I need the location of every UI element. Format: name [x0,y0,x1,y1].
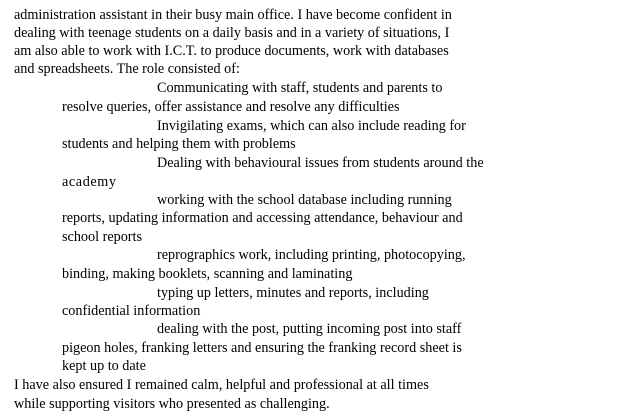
duty-first-line: reprographics work, including printing, photocopying, [157,247,466,263]
intro-line: am also able to work with I.C.T. to produce documents, work with databases [14,43,449,59]
duty-continuation-line: confidential information [62,303,201,319]
intro-line: dealing with teenage students on a daily basis and in a variety of situations, I [14,25,450,41]
duty-first-line: dealing with the post, putting incoming post into staff [157,321,462,337]
duty-first-line: Invigilating exams, which can also include reading for [157,118,466,134]
closing-line: while supporting visitors who presented as challenging. [14,396,330,412]
duty-first-line: typing up letters, minutes and reports, including [157,285,429,301]
duty-continuation-line: students and helping them with problems [62,136,296,152]
intro-line: administration assistant in their busy main office. I have become confident in [14,7,452,23]
duty-continuation-line: binding, making booklets, scanning and laminating [62,266,353,282]
intro-line: and spreadsheets. The role consisted of: [14,61,240,77]
duty-continuation-line: pigeon holes, franking letters and ensuring the franking record sheet is [62,340,462,356]
duty-continuation-line: kept up to date [62,358,146,374]
duty-first-line: Communicating with staff, students and parents to [157,80,443,96]
duty-continuation-line: academy [62,174,117,190]
duty-continuation-line: resolve queries, offer assistance and resolve any difficulties [62,99,400,115]
duty-continuation-line: reports, updating information and accessing attendance, behaviour and [62,210,463,226]
duty-continuation-line: school reports [62,229,142,245]
closing-line: I have also ensured I remained calm, helpful and professional at all times [14,377,429,393]
duty-first-line: Dealing with behavioural issues from students around the [157,155,484,171]
duty-first-line: working with the school database including running [157,192,452,208]
